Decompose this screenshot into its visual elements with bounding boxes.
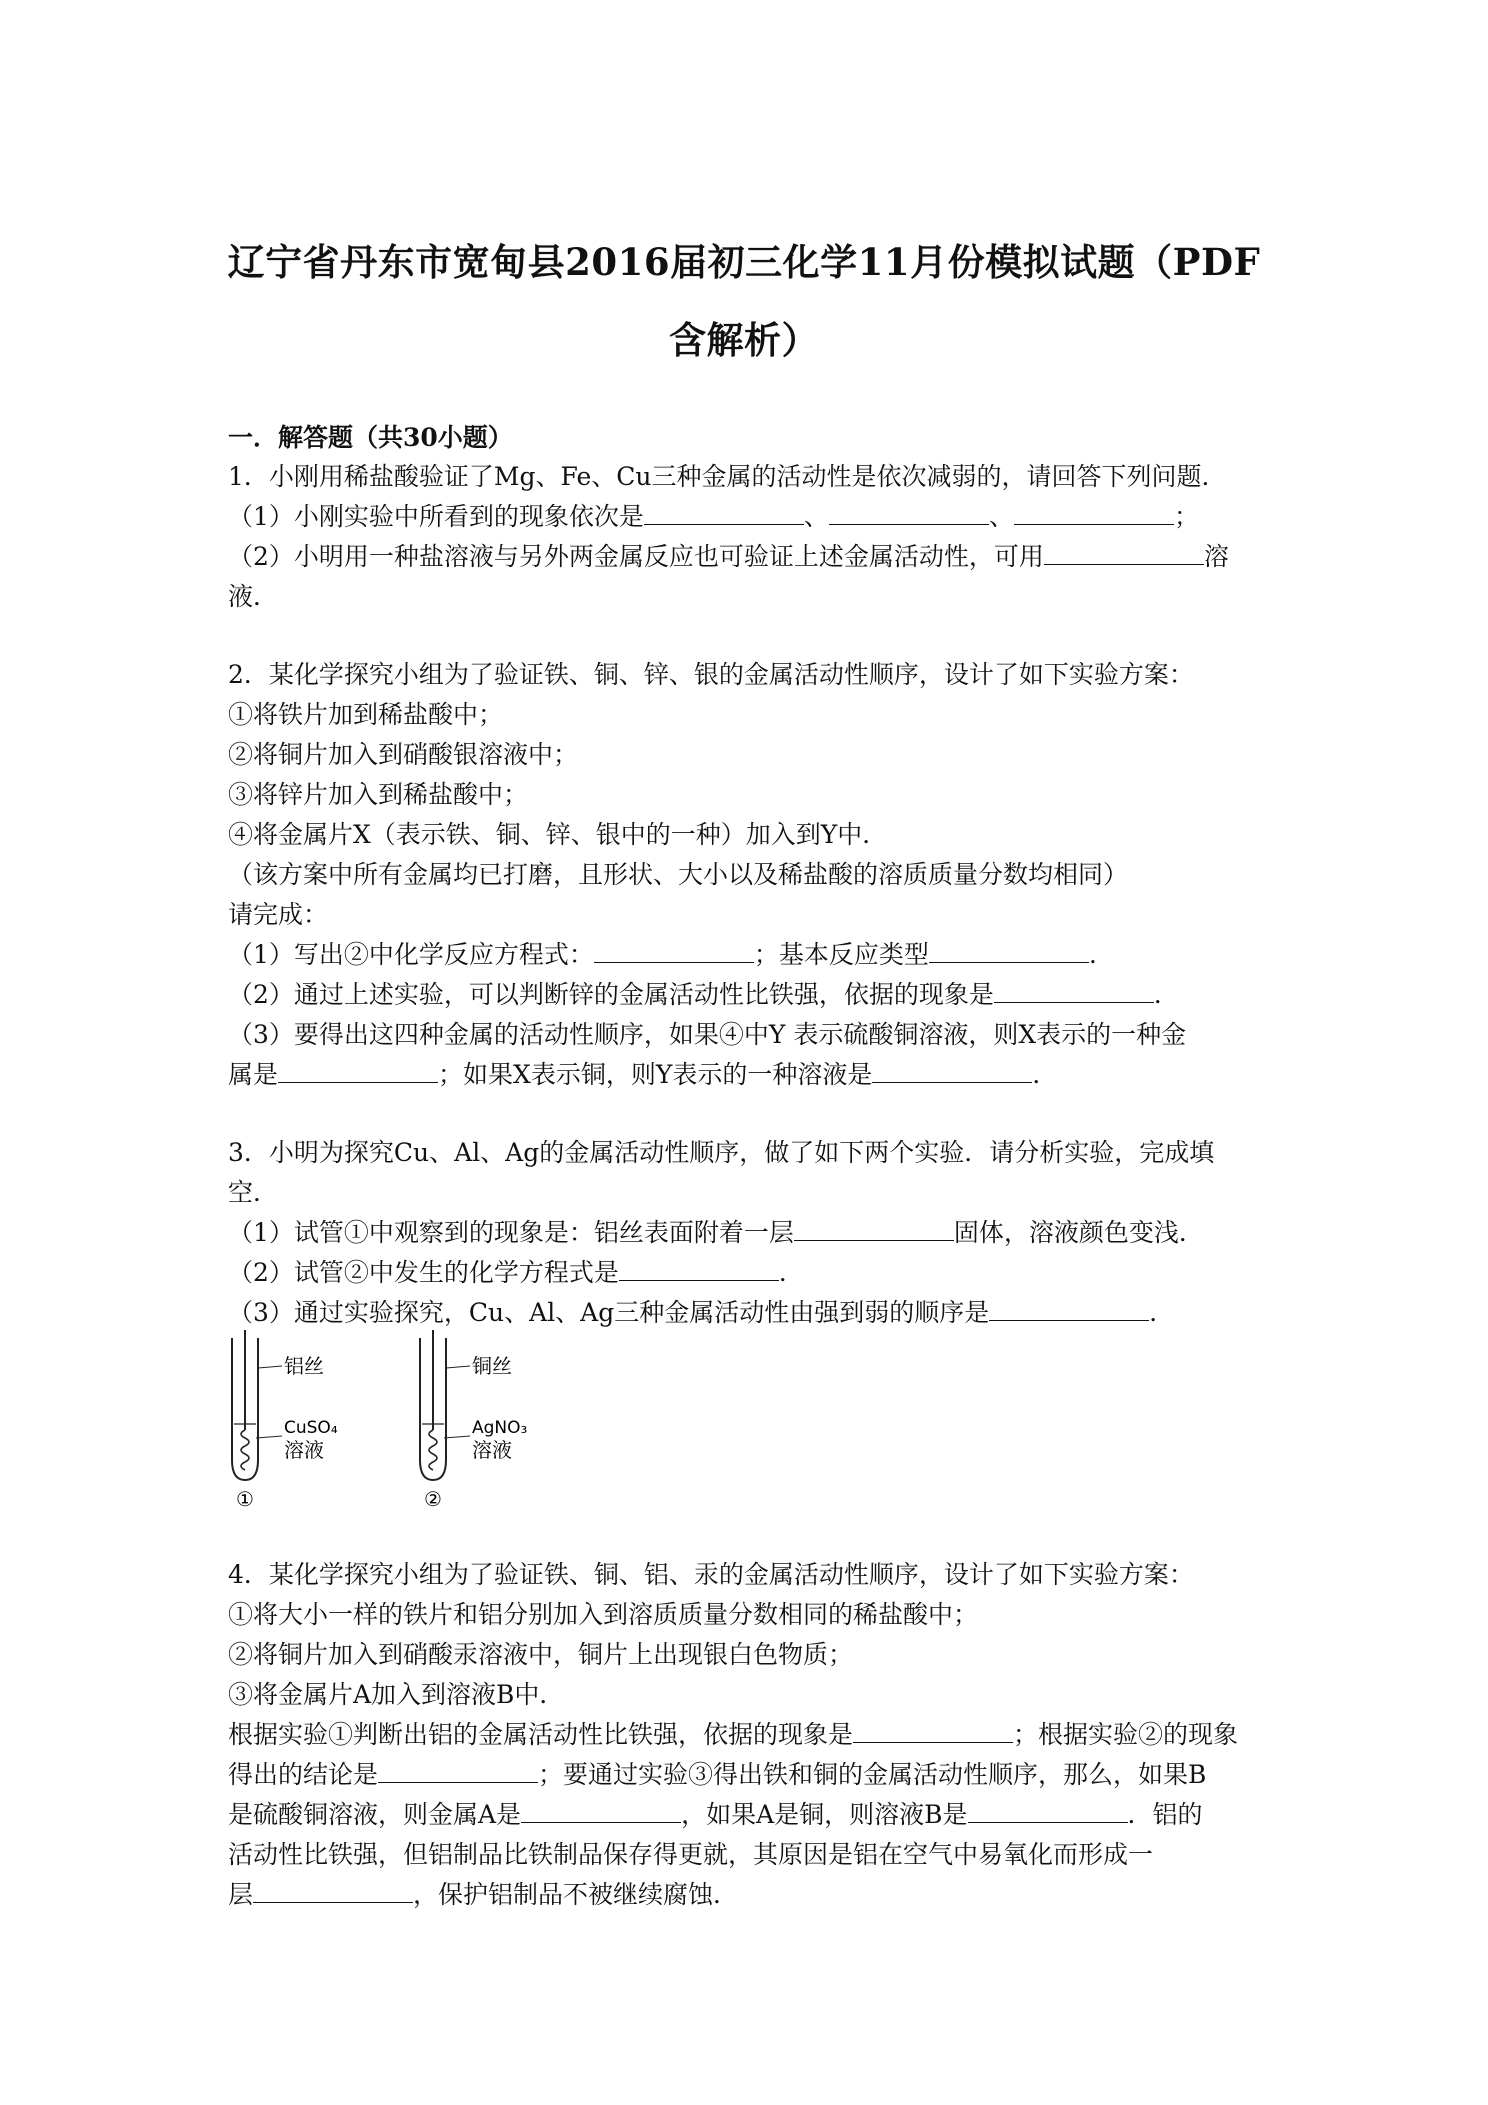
q1-part2: （2）小明用一种盐溶液与另外两金属反应也可验证上述金属活动性，可用 溶 <box>228 542 1229 571</box>
answer-blank[interactable] <box>521 1800 681 1823</box>
q3-part1: （1）试管①中观察到的现象是：铝丝表面附着一层 固体，溶液颜色变浅． <box>228 1218 1204 1247</box>
q3-stem-cont: 空． <box>228 1178 279 1207</box>
answer-blank[interactable] <box>594 940 754 963</box>
answer-blank[interactable] <box>619 1258 779 1281</box>
answer-blank[interactable] <box>1044 542 1204 565</box>
answer-blank[interactable] <box>853 1720 1013 1743</box>
tube1-wire-label: 铝丝 <box>284 1354 324 1378</box>
answer-blank[interactable] <box>989 1298 1149 1321</box>
q4-step1: ①将大小一样的铁片和铝分别加入到溶质质量分数相同的稀盐酸中； <box>228 1600 979 1629</box>
answer-blank[interactable] <box>794 1218 954 1241</box>
tube2-wire-label: 铜丝 <box>472 1354 512 1378</box>
q4-line3: 是硫酸铜溶液，则金属A是 ，如果A是铜，则溶液B是 ．铝的 <box>228 1800 1203 1829</box>
tube1-solution-label-2: 溶液 <box>284 1438 324 1462</box>
q2-step2: ②将铜片加入到硝酸银溶液中； <box>228 740 579 769</box>
answer-blank[interactable] <box>1014 502 1174 525</box>
answer-blank[interactable] <box>253 1880 413 1903</box>
test-tube-2 <box>420 1330 527 1510</box>
test-tube-1 <box>232 1330 338 1510</box>
q3-stem: 3．小明为探究Cu、Al、Ag的金属活动性顺序，做了如下两个实验．请分析实验，完成填 <box>228 1138 1215 1167</box>
q4-line2: 得出的结论是 ；要通过实验③得出铁和铜的金属活动性顺序，那么，如果B <box>228 1760 1207 1789</box>
q2-part3: （3）要得出这四种金属的活动性顺序，如果④中Y 表示硫酸铜溶液，则X表示的一种金 <box>228 1020 1187 1049</box>
q4-line1: 根据实验①判断出铝的金属活动性比铁强，依据的现象是 ；根据实验②的现象 <box>228 1720 1239 1749</box>
tube2-number: ② <box>424 1487 442 1510</box>
answer-blank[interactable] <box>872 1060 1032 1083</box>
q3-part2: （2）试管②中发生的化学方程式是 ． <box>228 1258 804 1287</box>
q2-part1: （1）写出②中化学反应方程式： ；基本反应类型 ． <box>228 940 1114 969</box>
answer-blank[interactable] <box>968 1800 1128 1823</box>
q1-stem: 1．小刚用稀盐酸验证了Mg、Fe、Cu三种金属的活动性是依次减弱的，请回答下列问题． <box>228 462 1227 491</box>
section-heading: 一．解答题（共30小题） <box>228 423 513 452</box>
q2-note: （该方案中所有金属均已打磨，且形状、大小以及稀盐酸的溶质质量分数均相同） <box>228 860 1129 889</box>
q2-step4: ④将金属片X（表示铁、铜、锌、银中的一种）加入到Y中． <box>228 820 888 849</box>
q2-step1: ①将铁片加到稀盐酸中； <box>228 700 504 729</box>
q4-step2: ②将铜片加入到硝酸汞溶液中，铜片上出现银白色物质； <box>228 1640 854 1669</box>
q2-stem: 2．某化学探究小组为了验证铁、铜、锌、银的金属活动性顺序，设计了如下实验方案： <box>228 660 1194 689</box>
answer-blank[interactable] <box>929 940 1089 963</box>
q4-step3: ③将金属片A加入到溶液B中． <box>228 1680 565 1709</box>
q4-line5: 层 ，保护铝制品不被继续腐蚀． <box>228 1880 739 1909</box>
q4-stem: 4．某化学探究小组为了验证铁、铜、铝、汞的金属活动性顺序，设计了如下实验方案： <box>228 1560 1194 1589</box>
q2-part2: （2）通过上述实验，可以判断锌的金属活动性比铁强，依据的现象是 ． <box>228 980 1179 1009</box>
document-title-line2: 含解析） <box>669 318 819 362</box>
q3-part3: （3）通过实验探究，Cu、Al、Ag三种金属活动性由强到弱的顺序是 ． <box>228 1298 1175 1327</box>
answer-blank[interactable] <box>829 502 989 525</box>
answer-blank[interactable] <box>644 502 804 525</box>
q1-part2-cont: 液． <box>228 582 279 611</box>
answer-blank[interactable] <box>994 980 1154 1003</box>
answer-blank[interactable] <box>278 1060 438 1083</box>
q1-part1: （1）小刚实验中所看到的现象依次是 、 、 ； <box>228 502 1199 531</box>
tube1-number: ① <box>236 1487 254 1510</box>
q2-step3: ③将锌片加入到稀盐酸中； <box>228 780 529 809</box>
tube1-solution-label: CuSO₄ <box>284 1418 338 1438</box>
answer-blank[interactable] <box>378 1760 538 1783</box>
document-title-line1: 辽宁省丹东市宽甸县2016届初三化学11月份模拟试题（PDF <box>227 240 1261 284</box>
test-tube-figure <box>220 1330 580 1510</box>
q4-line4: 活动性比铁强，但铝制品比铁制品保存得更就，其原因是铝在空气中易氧化而形成一 <box>228 1840 1154 1869</box>
q2-part3-cont: 属是 ；如果X表示铜，则Y表示的一种溶液是 ． <box>228 1060 1058 1089</box>
tube2-solution-label-2: 溶液 <box>472 1438 512 1462</box>
tube2-solution-label: AgNO₃ <box>472 1418 528 1438</box>
q2-request: 请完成： <box>228 900 329 929</box>
